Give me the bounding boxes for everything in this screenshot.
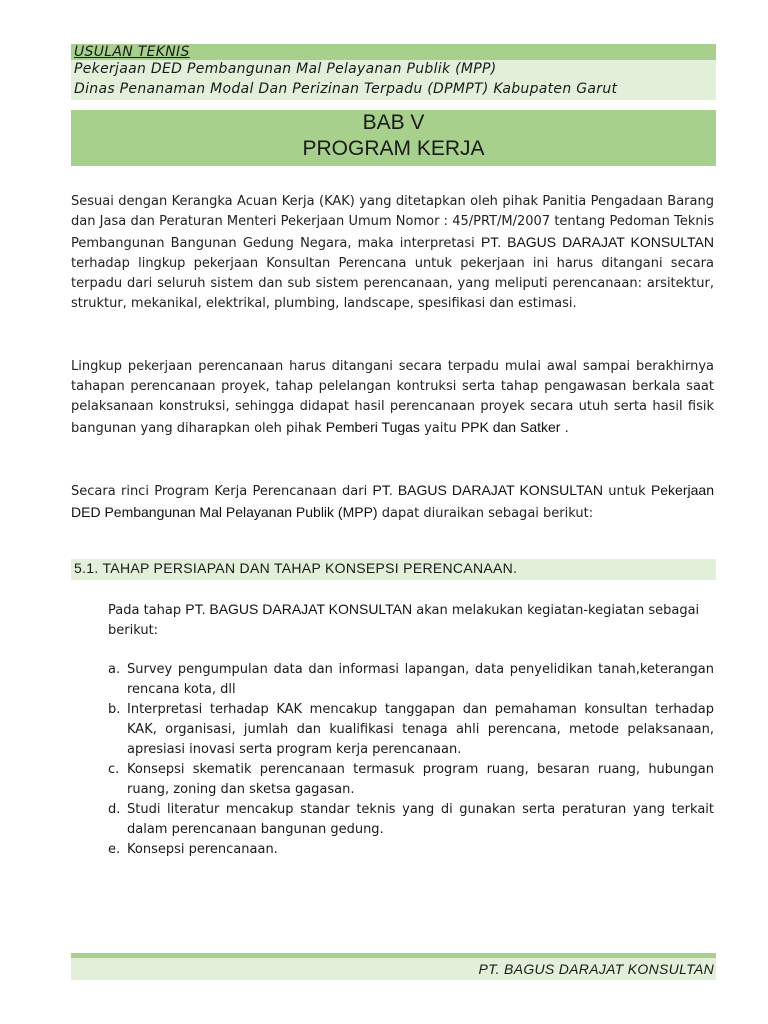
- company-name: PT. BAGUS DARAJAT KONSULTAN: [185, 601, 413, 617]
- list-item: [108, 660, 714, 700]
- activity-list: [108, 660, 714, 860]
- paragraph-3-text-c: dapat diuraikan sebagai berikut:: [377, 506, 594, 521]
- list-item: [108, 760, 714, 800]
- paragraph-1: [71, 192, 714, 314]
- paragraph-3-text-a: Secara rinci Program Kerja Perencanaan dari: [71, 484, 368, 499]
- list-item: [108, 840, 714, 860]
- intro-text-b: akan melakukan kegiatan-kegiatan sebagai berikut:: [108, 603, 700, 638]
- company-name: PT. BAGUS DARAJAT KONSULTAN: [372, 482, 603, 498]
- company-name: PT. BAGUS DARAJAT KONSULTAN: [480, 234, 714, 250]
- section-intro: [108, 599, 714, 641]
- ppk-satker: PPK dan Satker: [460, 419, 561, 435]
- list-marker: d.: [108, 802, 121, 817]
- header-project: Pekerjaan DED Pembangunan Mal Pelayanan Publik (MPP): [74, 61, 497, 77]
- list-text: Interpretasi terhadap KAK mencakup tanggapan dan pemahaman konsultan terhadap KAK, organisasi, jumlah dan kualifikasi tenaga ahli perencana, metode pelaksanaan, apresiasi inovasi serta program kerja perencanaan.: [127, 702, 714, 757]
- list-text: Konsepsi skematik perencanaan termasuk program ruang, besaran ruang, hubungan ruang, zoning dan sketsa gagasan.: [127, 762, 714, 797]
- paragraph-2: [71, 357, 714, 439]
- list-text: Konsepsi perencanaan.: [127, 842, 278, 857]
- list-text: Survey pengumpulan data dan informasi lapangan, data penyelidikan tanah,keterangan rencana kota, dll: [127, 662, 714, 697]
- header-agency: Dinas Penanaman Modal Dan Perizinan Terpadu (DPMPT) Kabupaten Garut: [74, 81, 618, 97]
- chapter-name: PROGRAM KERJA: [302, 137, 485, 160]
- employer-name: Pemberi Tugas: [325, 419, 420, 435]
- header-label: USULAN TEKNIS: [74, 44, 190, 60]
- paragraph-2-text-b: yaitu: [424, 421, 457, 436]
- chapter-number: BAB V: [362, 111, 425, 134]
- chapter-title-block: [71, 110, 716, 166]
- list-item: [108, 700, 714, 760]
- list-marker: e.: [108, 842, 121, 857]
- paragraph-3: [71, 480, 714, 524]
- section-heading: 5.1. TAHAP PERSIAPAN DAN TAHAP KONSEPSI PERENCANAAN.: [74, 560, 518, 576]
- list-text: Studi literatur mencakup standar teknis yang di gunakan serta peraturan yang terkait dalam perencanaan bangunan gedung.: [127, 802, 714, 837]
- paragraph-2-text-a: Lingkup pekerjaan perencanaan harus ditangani secara terpadu mulai awal sampai berakhirnya tahapan perencanaan proyek, tahap pelelangan kontruksi serta tahap pengawasan berkala saat pelaksanaan konstruksi, sehingga didapat hasil perencanaan proyek secara utuh serta hasil fisik bangunan yang diharapkan oleh pihak: [71, 359, 714, 436]
- footer-company: PT. BAGUS DARAJAT KONSULTAN: [478, 961, 714, 977]
- list-marker: a.: [108, 662, 121, 677]
- paragraph-3-text-b: untuk: [602, 484, 646, 499]
- paragraph-1-text-b: terhadap lingkup pekerjaan Konsultan Perencana untuk pekerjaan ini harus ditangani secara terpadu dari seluruh sistem dan sub sistem perencanaan, yang meliputi perencanaan: arsitektur, struktur, mekanikal, elektrikal, plumbing, landscape, spesifikasi dan estimasi.: [71, 256, 714, 311]
- paragraph-1-text-a: Sesuai dengan Kerangka Acuan Kerja (KAK) yang ditetapkan oleh pihak Panitia Pengadaan Barang dan Jasa dan Peraturan Menteri Pekerjaan Umum Nomor : 45/PRT/M/2007 tentang Pedoman Teknis Pembangunan Bangunan Gedung Negara, maka interpretasi: [71, 194, 714, 251]
- project-name: Pekerjaan DED Pembangunan Mal Pelayanan Publik (MPP): [71, 482, 714, 520]
- paragraph-2-text-c: .: [560, 421, 569, 436]
- list-item: [108, 800, 714, 840]
- list-marker: b.: [108, 702, 121, 717]
- list-marker: c.: [108, 762, 120, 777]
- intro-text-a: Pada tahap: [108, 603, 182, 618]
